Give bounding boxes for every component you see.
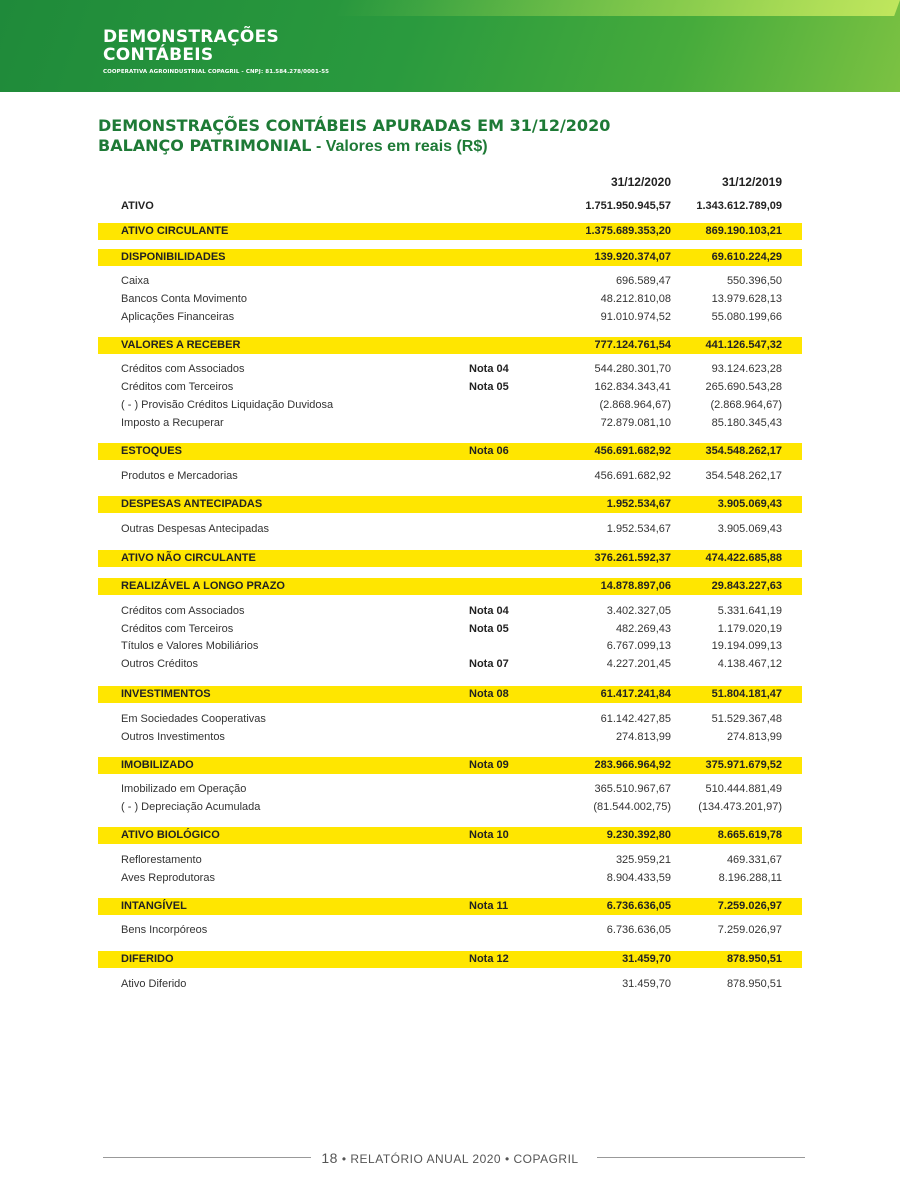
row-value-2020: 9.230.392,80 bbox=[606, 829, 671, 841]
row-value-2019: 7.259.026,97 bbox=[717, 924, 782, 936]
row-value-2019: 3.905.069,43 bbox=[717, 498, 782, 510]
row-label: DISPONIBILIDADES bbox=[121, 251, 226, 263]
row-value-2020: 91.010.974,52 bbox=[600, 311, 671, 323]
footer-separator: • bbox=[341, 1152, 347, 1166]
row-value-2020: 777.124.761,54 bbox=[594, 339, 671, 351]
row-note: Nota 05 bbox=[469, 623, 509, 635]
row-value-2019: 69.610.224,29 bbox=[711, 251, 782, 263]
row-value-2019: 3.905.069,43 bbox=[717, 523, 782, 535]
row-label: DESPESAS ANTECIPADAS bbox=[121, 498, 263, 510]
row-label: Aves Reprodutoras bbox=[121, 872, 215, 884]
statement-title: DEMONSTRAÇÕES CONTÁBEIS APURADAS EM 31/12/2020 bbox=[98, 116, 611, 135]
row-label: Reflorestamento bbox=[121, 854, 202, 866]
row-value-2019: 85.180.345,43 bbox=[711, 417, 782, 429]
table-row bbox=[98, 496, 802, 513]
row-value-2019: 7.259.026,97 bbox=[717, 900, 782, 912]
statement-subtitle bbox=[98, 136, 488, 156]
row-value-2019: 29.843.227,63 bbox=[711, 580, 782, 592]
table-row bbox=[98, 291, 802, 307]
row-label: ATIVO bbox=[121, 200, 154, 212]
row-label: Bancos Conta Movimento bbox=[121, 293, 247, 305]
row-value-2020: 61.417.241,84 bbox=[600, 688, 671, 700]
row-value-2019: 93.124.623,28 bbox=[711, 363, 782, 375]
header-subtitle: COOPERATIVA AGROINDUSTRIAL COPAGRIL - CNPJ: 81.584.278/0001-55 bbox=[103, 69, 330, 75]
table-row bbox=[98, 898, 802, 915]
table-row bbox=[98, 603, 802, 619]
statement-subtitle-rest: - Valores em reais (R$) bbox=[311, 138, 488, 155]
footer-company: COPAGRIL bbox=[513, 1152, 579, 1166]
row-label: REALIZÁVEL A LONGO PRAZO bbox=[121, 580, 285, 592]
table-row bbox=[98, 273, 802, 289]
table-row bbox=[98, 827, 802, 844]
page-footer bbox=[0, 1150, 900, 1166]
row-label: Imposto a Recuperar bbox=[121, 417, 224, 429]
row-label: INTANGÍVEL bbox=[121, 900, 187, 912]
row-value-2020: 139.920.374,07 bbox=[594, 251, 671, 263]
row-label: Créditos com Terceiros bbox=[121, 381, 234, 393]
table-row bbox=[98, 781, 802, 797]
header-title-line2: CONTÁBEIS bbox=[103, 45, 214, 65]
row-label: IMOBILIZADO bbox=[121, 759, 194, 771]
row-value-2020: 283.966.964,92 bbox=[594, 759, 671, 771]
row-note: Nota 08 bbox=[469, 688, 509, 700]
row-value-2019: 1.343.612.789,09 bbox=[696, 200, 782, 212]
table-row bbox=[98, 870, 802, 886]
row-value-2020: 6.736.636,05 bbox=[606, 900, 671, 912]
table-row bbox=[98, 757, 802, 774]
table-row bbox=[98, 468, 802, 484]
row-label: Créditos com Terceiros bbox=[121, 623, 234, 635]
table-row bbox=[98, 443, 802, 460]
row-note: Nota 05 bbox=[469, 381, 509, 393]
row-label: VALORES A RECEBER bbox=[121, 339, 241, 351]
row-value-2020: 6.767.099,13 bbox=[606, 640, 671, 652]
row-value-2020: 31.459,70 bbox=[622, 978, 671, 990]
row-label: Outros Investimentos bbox=[121, 731, 225, 743]
table-row bbox=[98, 578, 802, 595]
row-label: Créditos com Associados bbox=[121, 363, 245, 375]
row-value-2019: 19.194.099,13 bbox=[711, 640, 782, 652]
table-row bbox=[98, 656, 802, 672]
row-value-2019: 474.422.685,88 bbox=[705, 552, 782, 564]
row-value-2020: 1.751.950.945,57 bbox=[585, 200, 671, 212]
row-value-2020: 3.402.327,05 bbox=[606, 605, 671, 617]
row-value-2020: 544.280.301,70 bbox=[594, 363, 671, 375]
row-note: Nota 12 bbox=[469, 953, 509, 965]
row-note: Nota 11 bbox=[469, 900, 509, 912]
row-label: Imobilizado em Operação bbox=[121, 783, 247, 795]
row-value-2020: 4.227.201,45 bbox=[606, 658, 671, 670]
row-value-2019: (134.473.201,97) bbox=[698, 801, 782, 813]
column-header-2020: 31/12/2020 bbox=[610, 175, 671, 189]
row-value-2019: 375.971.679,52 bbox=[705, 759, 782, 771]
row-value-2019: 8.196.288,11 bbox=[718, 872, 782, 884]
row-label: ATIVO NÃO CIRCULANTE bbox=[121, 552, 256, 564]
row-value-2019: 8.665.619,78 bbox=[717, 829, 782, 841]
row-value-2019: 13.979.628,13 bbox=[711, 293, 782, 305]
row-value-2020: (2.868.964,67) bbox=[599, 399, 671, 411]
row-label: INVESTIMENTOS bbox=[121, 688, 211, 700]
row-value-2019: 51.529.367,48 bbox=[711, 713, 782, 725]
row-note: Nota 09 bbox=[469, 759, 509, 771]
row-label: ( - ) Provisão Créditos Liquidação Duvidosa bbox=[121, 399, 334, 411]
row-value-2019: 51.804.181,47 bbox=[711, 688, 782, 700]
table-row bbox=[98, 198, 802, 214]
footer-report: RELATÓRIO ANUAL 2020 bbox=[350, 1152, 502, 1166]
row-value-2020: 31.459,70 bbox=[622, 953, 671, 965]
statement-subtitle-bold: BALANÇO PATRIMONIAL bbox=[98, 136, 312, 155]
table-row bbox=[98, 711, 802, 727]
row-value-2019: (2.868.964,67) bbox=[710, 399, 782, 411]
row-value-2019: 469.331,67 bbox=[726, 854, 782, 866]
page-header-banner bbox=[0, 0, 900, 92]
table-row bbox=[98, 223, 802, 240]
row-label: ATIVO BIOLÓGICO bbox=[121, 829, 220, 841]
row-value-2020: 482.269,43 bbox=[615, 623, 671, 635]
table-row bbox=[98, 379, 802, 395]
row-value-2020: 1.375.689.353,20 bbox=[585, 225, 671, 237]
row-value-2019: 55.080.199,66 bbox=[711, 311, 782, 323]
table-row bbox=[98, 922, 802, 938]
row-value-2020: 325.959,21 bbox=[615, 854, 671, 866]
row-value-2019: 354.548.262,17 bbox=[705, 445, 782, 457]
row-label: Bens Incorpóreos bbox=[121, 924, 208, 936]
row-value-2019: 265.690.543,28 bbox=[705, 381, 782, 393]
table-row bbox=[98, 309, 802, 325]
row-value-2020: 365.510.967,67 bbox=[594, 783, 671, 795]
row-value-2019: 550.396,50 bbox=[726, 275, 782, 287]
row-note: Nota 04 bbox=[469, 605, 509, 617]
table-row bbox=[98, 337, 802, 354]
table-row bbox=[98, 249, 802, 266]
table-row bbox=[98, 729, 802, 745]
header-title-line1: DEMONSTRAÇÕES bbox=[103, 27, 280, 47]
row-value-2019: 878.950,51 bbox=[726, 978, 782, 990]
row-value-2020: 274.813,99 bbox=[615, 731, 671, 743]
row-value-2019: 274.813,99 bbox=[726, 731, 782, 743]
row-label: Produtos e Mercadorias bbox=[121, 470, 238, 482]
row-label: DIFERIDO bbox=[121, 953, 174, 965]
row-value-2020: 1.952.534,67 bbox=[606, 498, 671, 510]
row-value-2020: 1.952.534,67 bbox=[606, 523, 671, 535]
row-label: Títulos e Valores Mobiliários bbox=[121, 640, 259, 652]
row-note: Nota 10 bbox=[469, 829, 509, 841]
row-label: ATIVO CIRCULANTE bbox=[121, 225, 229, 237]
row-value-2020: (81.544.002,75) bbox=[593, 801, 671, 813]
table-row bbox=[98, 621, 802, 637]
row-label: ESTOQUES bbox=[121, 445, 182, 457]
row-value-2020: 14.878.897,06 bbox=[600, 580, 671, 592]
table-row bbox=[98, 638, 802, 654]
row-label: Aplicações Financeiras bbox=[121, 311, 235, 323]
row-label: Outras Despesas Antecipadas bbox=[121, 523, 269, 535]
header-decorative-stripe bbox=[334, 0, 900, 16]
row-value-2019: 869.190.103,21 bbox=[705, 225, 782, 237]
row-label: Em Sociedades Cooperativas bbox=[121, 713, 266, 725]
row-value-2019: 878.950,51 bbox=[726, 953, 782, 965]
table-row bbox=[98, 397, 802, 413]
row-note: Nota 07 bbox=[469, 658, 509, 670]
row-value-2020: 456.691.682,92 bbox=[594, 470, 671, 482]
row-value-2020: 6.736.636,05 bbox=[606, 924, 671, 936]
row-value-2019: 510.444.881,49 bbox=[705, 783, 782, 795]
row-label: Caixa bbox=[121, 275, 150, 287]
table-row bbox=[98, 686, 802, 703]
table-row bbox=[98, 852, 802, 868]
row-label: Créditos com Associados bbox=[121, 605, 245, 617]
row-value-2020: 72.879.081,10 bbox=[600, 417, 671, 429]
row-value-2019: 5.331.641,19 bbox=[717, 605, 782, 617]
table-row bbox=[98, 521, 802, 537]
row-value-2019: 354.548.262,17 bbox=[705, 470, 782, 482]
table-row bbox=[98, 799, 802, 815]
row-value-2020: 162.834.343,41 bbox=[594, 381, 671, 393]
footer-separator: • bbox=[504, 1152, 510, 1166]
table-row bbox=[98, 951, 802, 968]
row-label: ( - ) Depreciação Acumulada bbox=[121, 801, 261, 813]
row-value-2020: 61.142.427,85 bbox=[600, 713, 671, 725]
row-note: Nota 06 bbox=[469, 445, 509, 457]
column-header-2019: 31/12/2019 bbox=[721, 175, 782, 189]
table-row bbox=[98, 976, 802, 992]
row-value-2020: 376.261.592,37 bbox=[594, 552, 671, 564]
row-note: Nota 04 bbox=[469, 363, 509, 375]
row-value-2019: 441.126.547,32 bbox=[705, 339, 782, 351]
row-label: Outros Créditos bbox=[121, 658, 199, 670]
row-value-2019: 4.138.467,12 bbox=[717, 658, 782, 670]
row-label: Ativo Diferido bbox=[121, 978, 187, 990]
table-row bbox=[98, 550, 802, 567]
page-number: 18 bbox=[321, 1150, 338, 1166]
row-value-2020: 456.691.682,92 bbox=[594, 445, 671, 457]
table-row bbox=[98, 415, 802, 431]
table-row bbox=[98, 361, 802, 377]
row-value-2020: 8.904.433,59 bbox=[606, 872, 671, 884]
row-value-2020: 696.589,47 bbox=[615, 275, 671, 287]
row-value-2020: 48.212.810,08 bbox=[600, 293, 671, 305]
row-value-2019: 1.179.020,19 bbox=[717, 623, 782, 635]
